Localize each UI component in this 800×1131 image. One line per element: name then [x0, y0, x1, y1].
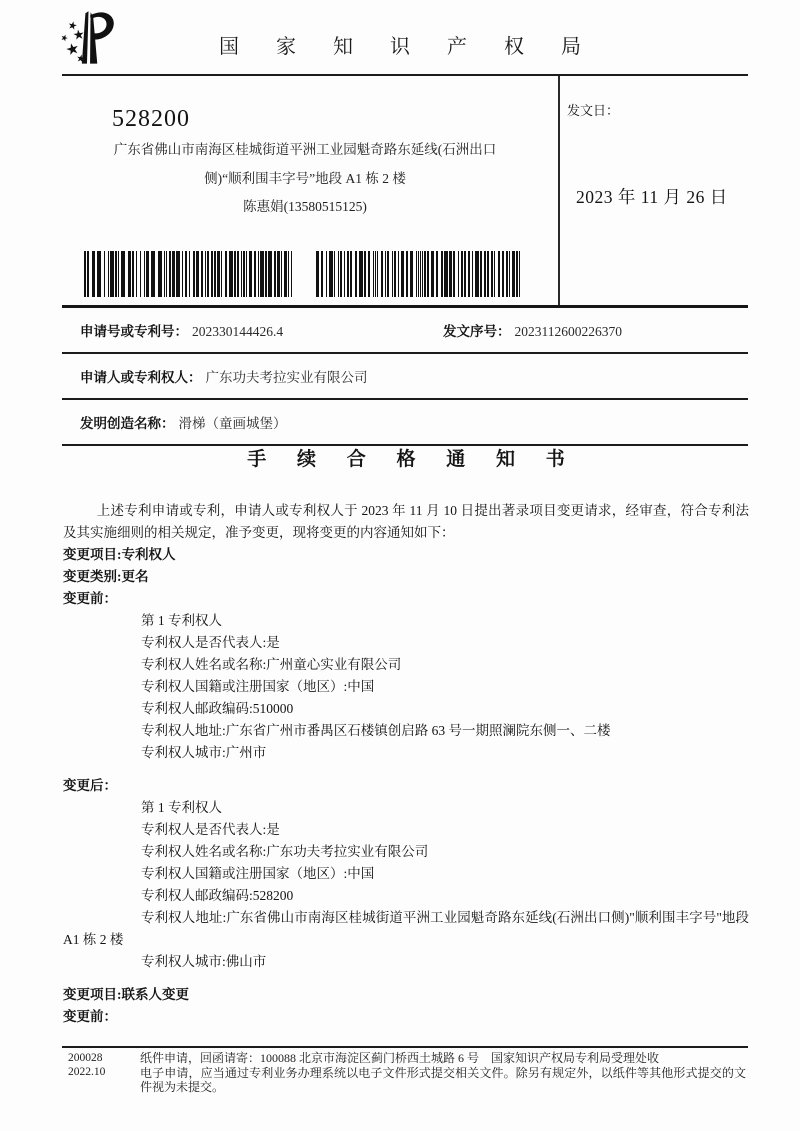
footer-instructions: [140, 1051, 746, 1095]
before-line: 专利权人是否代表人:是: [141, 635, 280, 650]
after-line: 专利权人国籍或注册国家（地区）:中国: [141, 866, 375, 881]
change1-after-label: 变更后：: [63, 778, 117, 793]
after-line: 专利权人地址:广东省佛山市南海区桂城街道平洲工业园魁奇路东延线(石洲出口侧)"顺利围丰字号"地段 A1 栋 2 楼: [63, 910, 749, 947]
header-divider: [62, 74, 748, 76]
before-line: 专利权人国籍或注册国家（地区）:中国: [141, 679, 375, 694]
after-line: 专利权人邮政编码:528200: [141, 888, 294, 903]
meta-row-numbers: [62, 308, 748, 354]
notice-body: [63, 440, 749, 1028]
meta-row-applicant: [62, 354, 748, 400]
change1-category: 变更类别:更名: [63, 569, 149, 584]
notice-intro-paragraph: 上述专利申请或专利，申请人或专利权人于 2023 年 11 月 10 日提出著录项目变更请求，经审查，符合专利法及其实施细则的相关规定，准予变更，现将变更的内容通知如下：: [63, 503, 749, 540]
change2-before-label: 变更前：: [63, 1009, 117, 1024]
application-no-label: 申请号或专利号：: [80, 324, 188, 339]
before-line: 专利权人邮政编码:510000: [141, 701, 294, 716]
recipient-address-line: 侧)“顺利围丰字号”地段 A1 栋 2 楼: [204, 170, 406, 186]
barcode-serial: [316, 251, 522, 297]
recipient-contact: 陈惠娟(13580515125): [243, 199, 367, 214]
efiling-note: 电子申请，应当通过专利业务办理系统以电子文件形式提交相关文件。除另有规定外，以纸件等其他形式提交的文件视为未提交。: [140, 1065, 746, 1094]
recipient-address-line: 广东省佛山市南海区桂城街道平洲工业园魁奇路东延线(石洲出口: [113, 142, 497, 157]
after-line: 专利权人城市:佛山市: [141, 954, 267, 969]
change1-item: 变更项目:专利权人: [63, 547, 176, 562]
dispatch-date-value: 2023 年 11 月 26 日: [576, 187, 728, 207]
notice-title: 手 续 合 格 通 知 书: [247, 449, 578, 470]
application-no-value: 202330144426.4: [192, 324, 284, 339]
form-number: 200028: [68, 1052, 103, 1064]
invention-name-label: 发明创造名称：: [80, 416, 175, 431]
form-code-block: [68, 1051, 105, 1079]
before-line: 专利权人城市:广州市: [141, 745, 267, 760]
before-line: 第 1 专利权人: [141, 613, 222, 628]
paper-filing-note: 纸件申请，回函请寄：100088 北京市海淀区蓟门桥西土城路 6 号 国家知识产权局专利局受理处收: [140, 1051, 660, 1065]
after-line: 第 1 专利权人: [141, 800, 222, 815]
before-line: 专利权人地址:广东省广州市番禺区石楼镇创启路 63 号一期照澜院东侧一、二楼: [141, 723, 611, 738]
after-line: 专利权人是否代表人:是: [141, 822, 280, 837]
agency-title: 国 家 知 识 产 权 局: [219, 36, 597, 58]
applicant-value: 广东功夫考拉实业有限公司: [205, 370, 368, 385]
serial-no-label: 发文序号：: [443, 324, 511, 339]
document-meta-table: [62, 308, 748, 446]
dispatch-date-label: 发文日：: [567, 103, 620, 118]
recipient-address: [80, 136, 530, 222]
form-revision-date: 2022.10: [68, 1066, 106, 1078]
recipient-postcode: 528200: [112, 106, 190, 132]
dispatch-column-divider: [558, 76, 560, 306]
serial-no-value: 2023112600226370: [514, 324, 622, 339]
change2-item: 变更项目:联系人变更: [63, 987, 189, 1002]
invention-name-value: 滑梯（童画城堡）: [178, 416, 287, 431]
after-line: 专利权人姓名或名称:广东功夫考拉实业有限公司: [141, 844, 429, 859]
barcode-application: [84, 251, 296, 297]
footer-divider: [62, 1046, 748, 1048]
before-line: 专利权人姓名或名称:广州童心实业有限公司: [141, 657, 402, 672]
applicant-label: 申请人或专利权人：: [80, 370, 202, 385]
change1-before-label: 变更前：: [63, 591, 117, 606]
